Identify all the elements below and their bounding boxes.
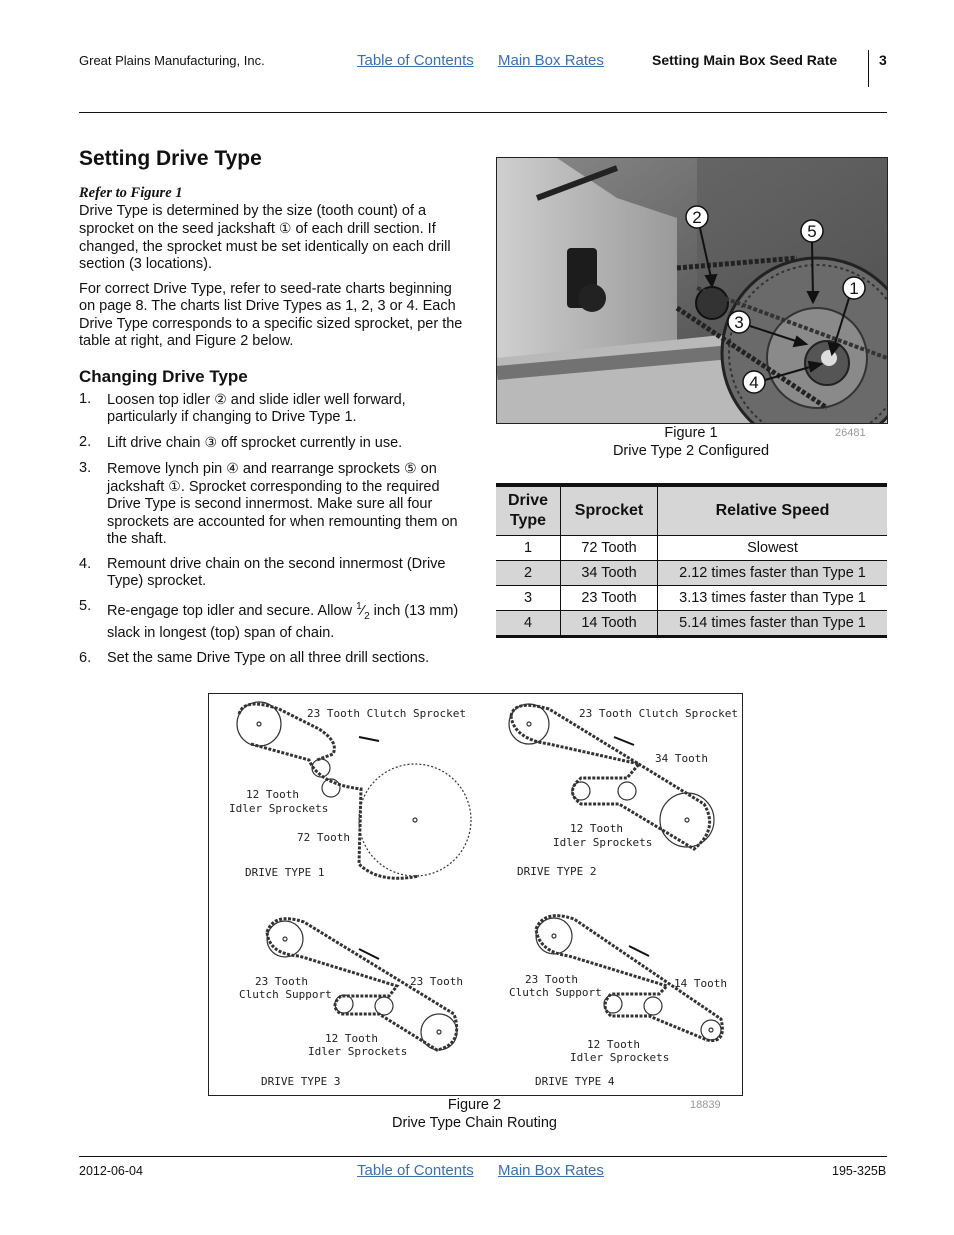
footer-rule — [79, 1156, 887, 1157]
header-divider — [868, 50, 869, 87]
label-idler-3b: Idler Sprockets — [308, 1045, 408, 1058]
label-23-tooth-3: 23 Tooth — [410, 975, 463, 988]
label-idler-4a: 12 Tooth — [587, 1038, 640, 1051]
cell-sprocket: 72 Tooth — [561, 536, 658, 561]
cell-sprocket: 14 Tooth — [561, 611, 658, 637]
drive-type-table — [496, 483, 887, 638]
footer-main-box-rates-link[interactable]: Main Box Rates — [498, 1162, 604, 1179]
label-drive-type-1: DRIVE TYPE 1 — [245, 866, 325, 879]
callout-2: 2 — [692, 208, 702, 227]
label-clutch-support-3a: 23 Tooth — [255, 975, 308, 988]
header-relative-speed: Relative Speed — [658, 485, 888, 536]
footer-doc-number: 195-325B — [832, 1164, 887, 1178]
steps-list — [79, 391, 471, 675]
figure-1-photo — [496, 157, 888, 424]
chain-routing-diagram — [209, 694, 742, 1095]
step-6: 6. Set the same Drive Type on all three drill sections. — [79, 649, 430, 666]
figure-1-id: 26481 — [835, 427, 866, 439]
label-clutch-support-3b: Clutch Support — [239, 988, 332, 1001]
label-idler-1b: Idler Sprockets — [229, 802, 329, 815]
drive-type-paragraph: For correct Drive Type, refer to seed-rate charts beginning on page 8. The charts list Drive Types as 1, 2, 3 or 4. Each Drive Type corresponds to a specific sized sprocket, per the table at right, and Figure 2 below. — [79, 281, 463, 349]
step-3: 3. Remove lynch pin ④ and rearrange sprockets ⑤ on jackshaft ①. Sprocket corresponding to the required Drive Type is second innermost. Make sure all four sprockets are accounted for when remounting them on the shaft. — [79, 459, 458, 548]
label-clutch-support-4b: Clutch Support — [509, 986, 602, 999]
header-sprocket: Sprocket — [561, 485, 658, 536]
cell-drive-type: 2 — [496, 561, 561, 586]
cell-relative-speed: 5.14 times faster than Type 1 — [658, 611, 888, 637]
label-idler-2a: 12 Tooth — [570, 822, 623, 835]
callout-3: 3 — [734, 313, 744, 332]
step-4: 4. Remount drive chain on the second innermost (Drive Type) sprocket. — [79, 555, 446, 590]
label-clutch-support-4a: 23 Tooth — [525, 973, 578, 986]
table-row — [496, 561, 887, 586]
intro-paragraph: Drive Type is determined by the size (tooth count) of a sprocket on the seed jackshaft ① of each drill section. If changed, the sprocket must be set identically on each drill section (3 locations). — [79, 203, 451, 272]
header-rule — [79, 112, 887, 113]
figure-1-caption: Figure 1 Drive Type 2 Configured — [612, 425, 770, 459]
refer-note: Refer to Figure 1 — [79, 185, 183, 201]
step-5: 5. Re-engage top idler and secure. Allow $^1⁄_2$ inch (13 mm) slack in longest (top) span of chain. — [79, 597, 459, 641]
cell-drive-type: 3 — [496, 586, 561, 611]
table-row — [496, 536, 887, 561]
label-clutch-sprocket-2: 23 Tooth Clutch Sprocket — [579, 707, 738, 720]
label-72-tooth: 72 Tooth — [297, 831, 350, 844]
header-main-box-rates-link[interactable]: Main Box Rates — [498, 52, 604, 69]
label-idler-3a: 12 Tooth — [325, 1032, 378, 1045]
label-idler-2b: Idler Sprockets — [553, 836, 653, 849]
cell-sprocket: 34 Tooth — [561, 561, 658, 586]
label-34-tooth: 34 Tooth — [655, 752, 708, 765]
table-header-row — [496, 485, 887, 536]
label-drive-type-4: DRIVE TYPE 4 — [535, 1075, 615, 1088]
header-toc-link[interactable]: Table of Contents — [357, 52, 474, 69]
sprocket-photo-illustration — [497, 158, 887, 423]
callout-5: 5 — [807, 222, 817, 241]
page-title: Setting Drive Type — [79, 147, 262, 170]
callout-4: 4 — [749, 373, 759, 392]
cell-drive-type: 4 — [496, 611, 561, 637]
header-drive-type: Drive Type — [496, 485, 561, 536]
section-title: Setting Main Box Seed Rate — [652, 52, 838, 68]
cell-relative-speed: Slowest — [658, 536, 888, 561]
figure-2-caption: Figure 2 Drive Type Chain Routing — [392, 1097, 557, 1131]
step-1: 1. Loosen top idler ② and slide idler well forward, particularly if changing to Drive Type 1. — [79, 391, 406, 426]
label-14-tooth: 14 Tooth — [674, 977, 727, 990]
cell-drive-type: 1 — [496, 536, 561, 561]
footer-date: 2012-06-04 — [79, 1164, 143, 1178]
step-2: 2. Lift drive chain ③ off sprocket currently in use. — [79, 434, 403, 452]
changing-drive-type-heading: Changing Drive Type — [79, 367, 248, 386]
table-row — [496, 586, 887, 611]
footer-toc-link[interactable]: Table of Contents — [357, 1162, 474, 1179]
cell-relative-speed: 3.13 times faster than Type 1 — [658, 586, 888, 611]
label-clutch-sprocket-1: 23 Tooth Clutch Sprocket — [307, 707, 466, 720]
label-drive-type-2: DRIVE TYPE 2 — [517, 865, 597, 878]
table-row — [496, 611, 887, 637]
page-number: 3 — [879, 52, 887, 68]
figure-2-diagram — [208, 693, 743, 1096]
label-idler-1a: 12 Tooth — [246, 788, 299, 801]
cell-relative-speed: 2.12 times faster than Type 1 — [658, 561, 888, 586]
callout-1: 1 — [849, 279, 859, 298]
company-name: Great Plains Manufacturing, Inc. — [79, 53, 265, 68]
figure-2-id: 18839 — [690, 1099, 721, 1111]
label-drive-type-3: DRIVE TYPE 3 — [261, 1075, 341, 1088]
label-idler-4b: Idler Sprockets — [570, 1051, 670, 1064]
cell-sprocket: 23 Tooth — [561, 586, 658, 611]
